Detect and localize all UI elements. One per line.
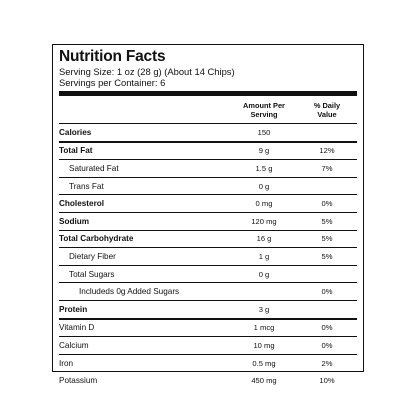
nutrient-name: Sodium (59, 216, 90, 226)
nutrient-amount: 450 mg (251, 376, 277, 386)
nutrient-row-sodium (59, 213, 357, 231)
nutrient-amount: 1 g (258, 251, 270, 261)
nutrient-row-protein (59, 301, 357, 320)
nutrient-name: Iron (59, 358, 74, 368)
nutrient-row-calories (59, 124, 357, 143)
nutrient-daily-value: 5% (321, 216, 333, 226)
nutrient-name: Cholesterol (59, 199, 105, 209)
nutrient-name: Total Carbohydrate (59, 234, 134, 244)
nutrient-amount: 16 g (256, 234, 272, 244)
nutrient-name: Dietary Fiber (69, 251, 116, 261)
nutrient-amount: 10 mg (253, 340, 275, 350)
daily-value-header (297, 101, 357, 119)
nutrient-daily-value: 0% (321, 287, 333, 297)
nutrient-amount: 150 (257, 127, 271, 137)
nutrient-name: Trans Fat (69, 181, 104, 191)
nutrient-row-vitamin-d (59, 320, 357, 338)
dv-header-line1: % Daily (313, 100, 341, 110)
nutrient-name: Potassium (59, 376, 98, 386)
nutrient-name: Protein (59, 304, 88, 314)
dv-header-line2: Value (317, 109, 337, 119)
label-title: Nutrition Facts (59, 48, 166, 65)
nutrient-row-total-sugars (59, 266, 357, 284)
nutrient-name: Total Sugars (69, 269, 115, 279)
serving-size: Serving Size: 1 oz (28 g) (About 14 Chips) (59, 66, 235, 77)
nutrient-daily-value: 7% (321, 163, 333, 173)
nutrition-facts-label (52, 44, 364, 386)
nutrient-name: Calories (59, 127, 92, 137)
nutrient-name: Calcium (59, 340, 89, 350)
amount-per-serving-header (231, 101, 297, 119)
nutrient-row-cholesterol (59, 195, 357, 213)
nutrient-row-calcium (59, 337, 357, 355)
nutrient-amount: 120 mg (251, 216, 277, 226)
nutrient-daily-value: 5% (321, 234, 333, 244)
nutrient-row-total-fat (59, 143, 357, 161)
nutrient-daily-value: 10% (319, 376, 335, 386)
nutrient-daily-value: 0% (321, 340, 333, 350)
nutrient-amount: 9 g (258, 146, 270, 156)
nutrient-name: Saturated Fat (69, 163, 119, 173)
nutrient-row-saturated-fat (59, 160, 357, 178)
nutrient-name: Includeds 0g Added Sugars (79, 287, 180, 297)
nutrient-daily-value: 0% (321, 323, 333, 333)
nutrient-row-iron (59, 355, 357, 373)
amount-header-line1: Amount Per (243, 100, 285, 110)
nutrient-row-dietary-fiber (59, 248, 357, 266)
nutrient-name: Total Fat (59, 146, 93, 156)
nutrient-amount: 0 mg (255, 199, 273, 209)
nutrient-daily-value: 0% (321, 199, 333, 209)
nutrient-daily-value: 12% (319, 146, 335, 156)
nutrient-daily-value: 5% (321, 251, 333, 261)
nutrient-amount: 0.5 mg (252, 358, 276, 368)
nutrient-row-added-sugars (59, 283, 357, 301)
nutrient-amount: 0 g (258, 181, 270, 191)
nutrient-amount: 3 g (258, 304, 270, 314)
amount-header-line2: Serving (250, 109, 278, 119)
nutrient-amount: 1 mcg (253, 323, 275, 333)
nutrient-amount: 0 g (258, 269, 270, 279)
nutrient-amount: 1.5 g (255, 163, 273, 173)
nutrient-row-potassium (59, 372, 357, 389)
column-header-row (59, 96, 357, 124)
nutrient-row-total-carbohydrate (59, 231, 357, 249)
nutrient-name: Vitamin D (59, 323, 95, 333)
nutrient-row-trans-fat (59, 178, 357, 196)
nutrient-daily-value: 2% (321, 358, 333, 368)
servings-per-container: Servings per Container: 6 (59, 77, 166, 88)
